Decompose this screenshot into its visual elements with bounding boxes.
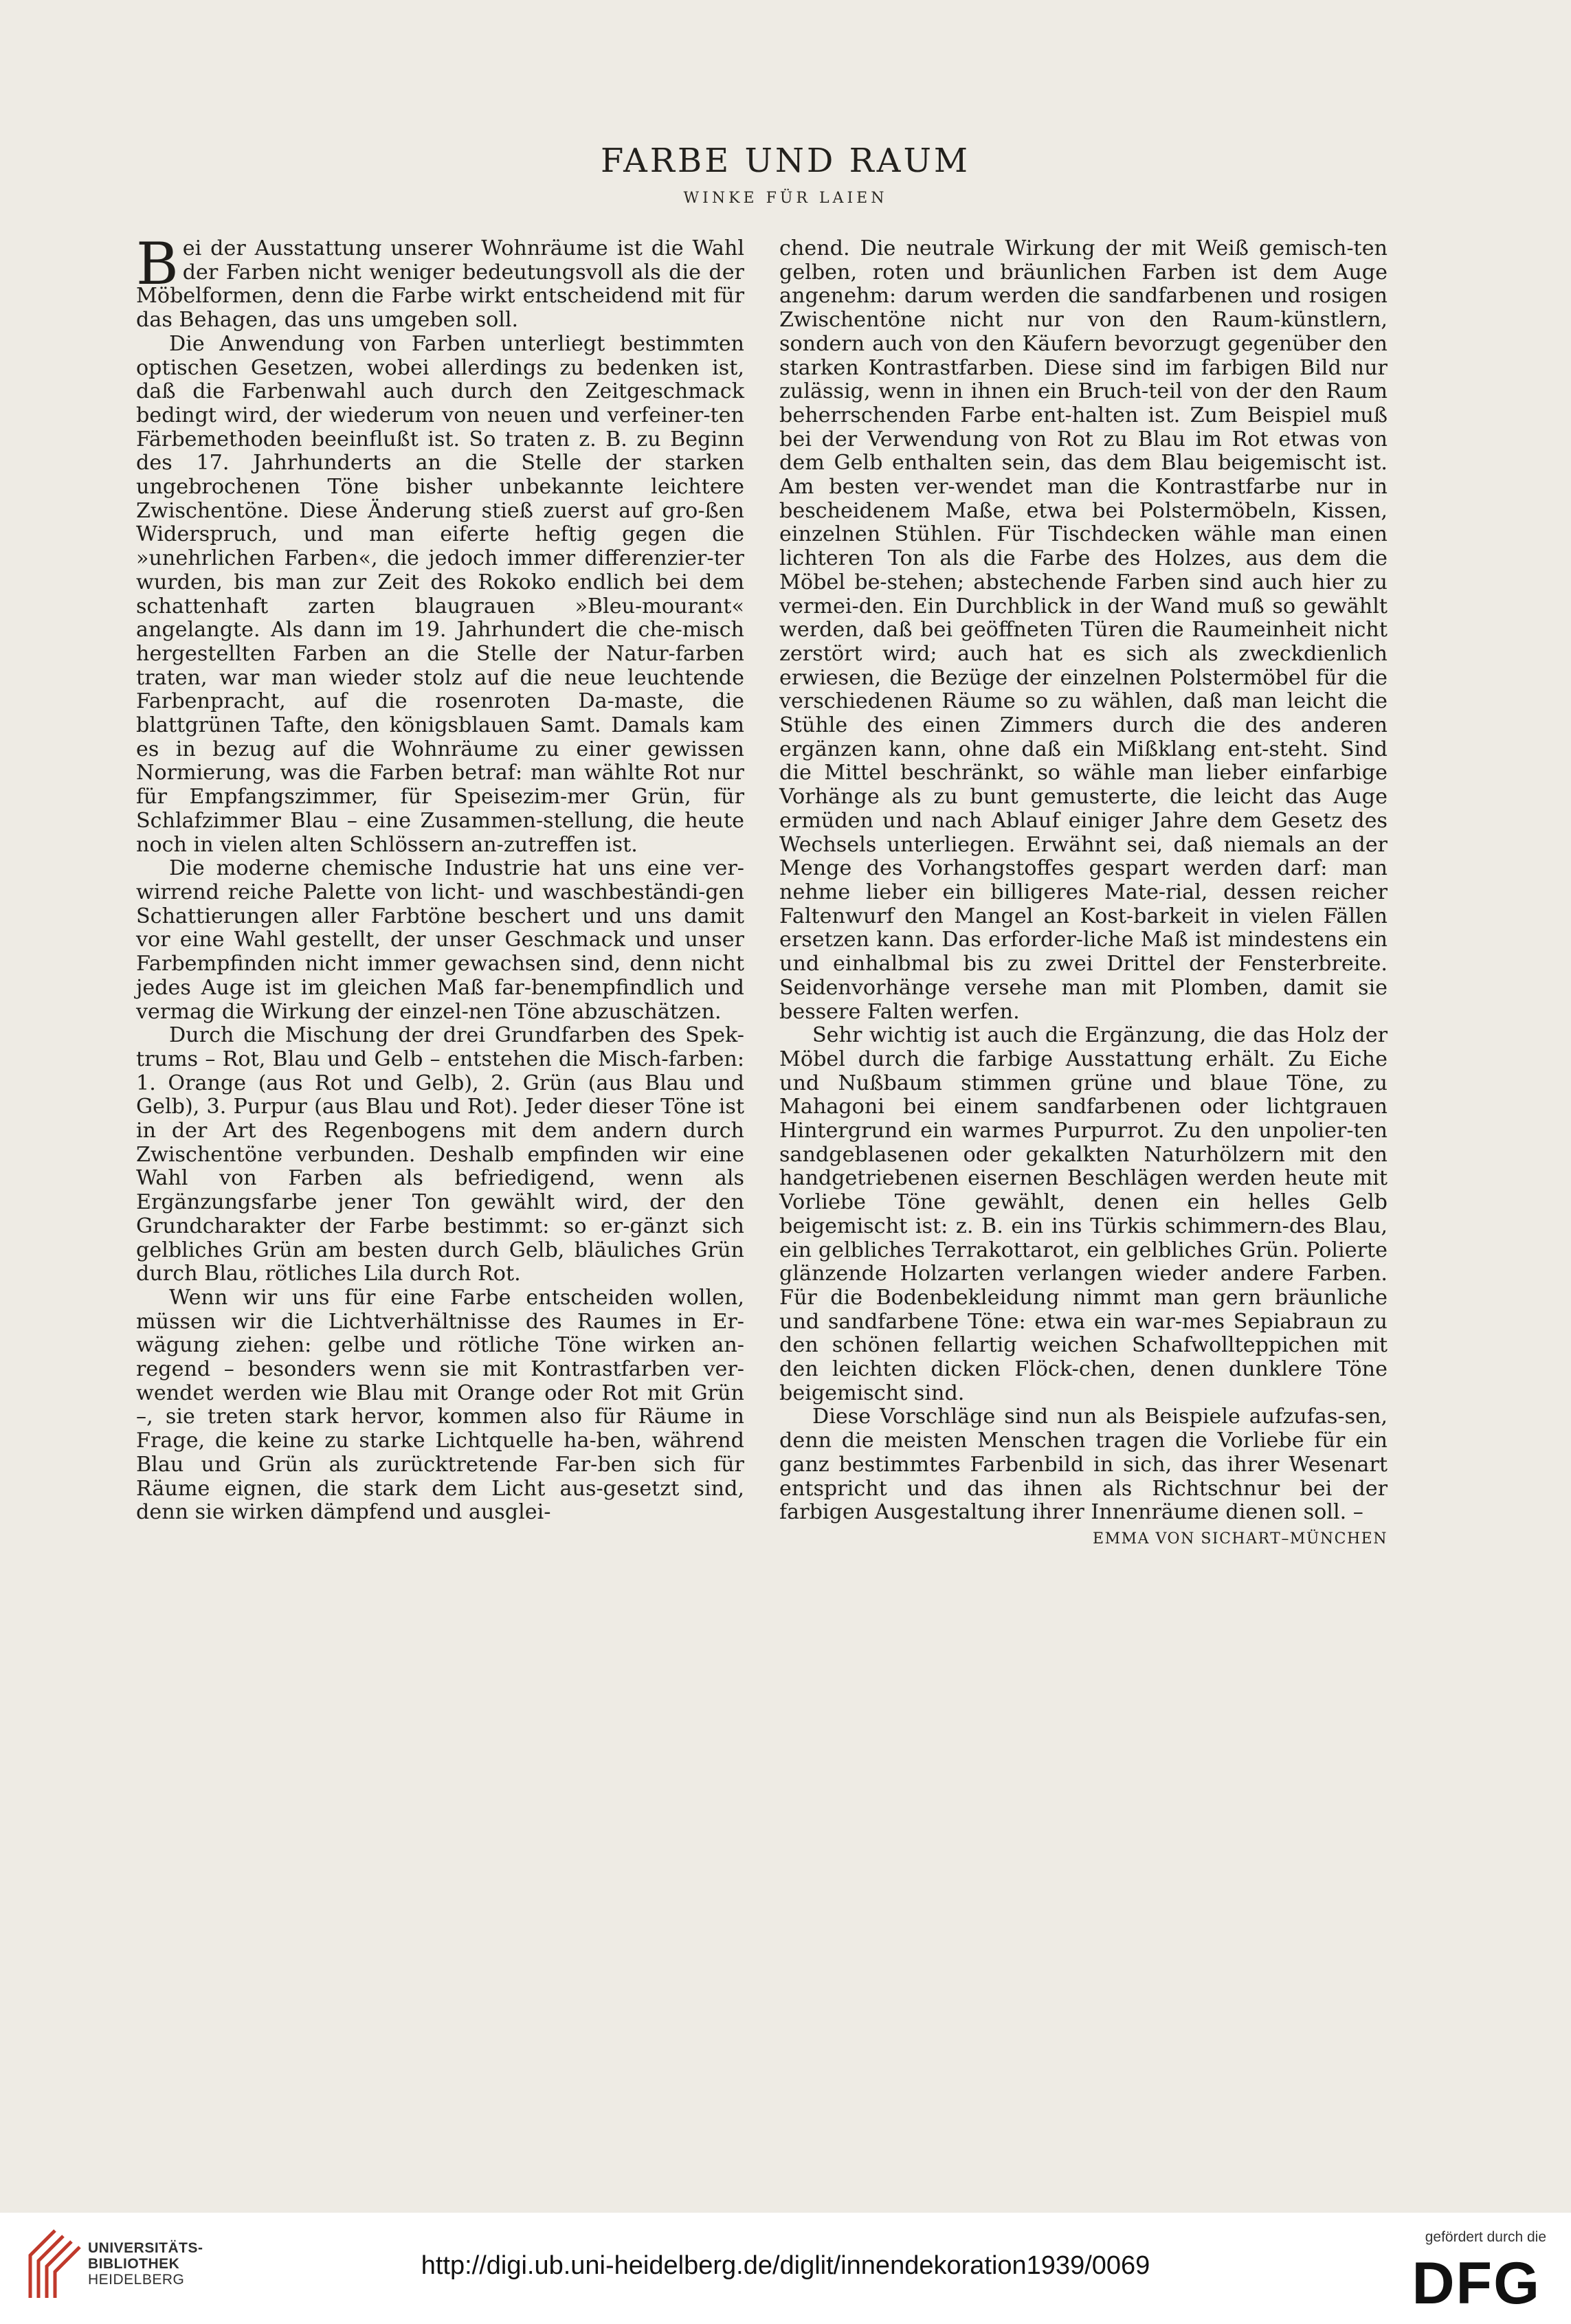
viewer-footer: [0, 2213, 1571, 2324]
paragraph: Durch die Mischung der drei Grundfarben des Spek-trums – Rot, Blau und Gelb – entstehen die Misch-farben: 1. Orange (aus Rot und Gelb), 2. Grün (aus Blau und Gelb), 3. Purpur (aus Blau und Rot). Jeder dieser Töne ist in der Art des Regenbogens mit dem andern durch Zwischentöne verbunden. Deshalb empfinden wir eine Wahl von Farben als befriedigend, wenn als Ergänzungsfarbe jener Ton gewählt wird, der den Grundcharakter der Farbe bestimmt: so er-gänzt sich gelbliches Grün am besten durch Gelb, bläuliches Grün durch Blau, rötliches Lila durch Rot.: [136, 1023, 744, 1286]
funding-caption: gefördert durch die: [1425, 2229, 1546, 2245]
left-column: [136, 230, 744, 1525]
library-name-line: BIBLIOTHEK: [88, 2256, 180, 2272]
author-signature: EMMA VON SICHART–MÜNCHEN: [1093, 1530, 1388, 1548]
paragraph: Die Anwendung von Farben unterliegt bestimmten optischen Gesetzen, wobei allerdings zu bedenken ist, daß die Farbenwahl auch durch den Zeitgeschmack bedingt wird, der wiederum von neuen und verfeiner-ten Färbemethoden beeinflußt ist. So traten z. B. zu Beginn des 17. Jahrhunderts an die Stelle der starken ungebrochenen Töne bisher unbekannte leichtere Zwischentöne. Diese Änderung stieß zuerst auf gro-ßen Widerspruch, und man eiferte heftig gegen die »unehrlichen Farben«, die jedoch immer differenzier-ter wurden, bis man zur Zeit des Rokoko endlich bei dem schattenhaft zarten blaugrauen »Bleu-mourant« angelangte. Als dann im 19. Jahrhundert die che-misch hergestellten Farben an die Stelle der Natur-farben traten, war man wieder stolz auf die neue leuchtende Farbenpracht, auf die rosenroten Da-maste, die blattgrünen Tafte, den königsblauen Samt. Damals kam es in bezug auf die Wohnräume zu einer gewissen Normierung, was die Farben betraf: man wählte Rot nur für Empfangszimmer, für Speisezim-mer Grün, für Schlafzimmer Blau – eine Zusammen-stellung, die heute noch in vielen alten Schlössern an-zutreffen ist.: [136, 331, 744, 857]
right-column: [779, 237, 1388, 1552]
paragraph: Die moderne chemische Industrie hat uns eine ver-wirrend reiche Palette von licht- und waschbeständi-gen Schattierungen aller Farbtöne beschert und uns damit vor eine Wahl gestellt, der unser Geschmack und unser Farbempfinden nicht immer gewachsen sind, denn nicht jedes Auge ist im gleichen Maß far-benempfindlich und vermag die Wirkung der einzel-nen Töne abzuschätzen.: [136, 856, 744, 1024]
drop-cap: B: [136, 230, 179, 298]
paragraph: Sehr wichtig ist auch die Ergänzung, die das Holz der Möbel durch die farbige Ausstattung erhält. Zu Eiche und Nußbaum stimmen grüne und blaue Töne, zu Mahagoni bei einem sandfarbenen oder lichtgrauen Hintergrund ein warmes Purpurrot. Zu den unpolier-ten sandgeblasenen oder gekalkten Naturhölzern mit den handgetriebenen eisernen Beschlägen werden heute mit Vorliebe Töne gewählt, denen ein helles Gelb beigemischt ist: z. B. ein ins Türkis schimmern-des Blau, ein gelbliches Terrakottarot, ein gelbliches Grün. Polierte glänzende Holzarten verlangen wieder andere Farben. Für die Bodenbekleidung nimmt man gern bräunliche und sandfarbene Töne: etwa ein war-mes Sepiabraun zu den schönen fellartig weichen Schafwollteppichen mit den leichten dicken Flöck-chen, denen dunklere Töne beigemischt sind.: [779, 1023, 1388, 1405]
paragraph-text: ei der Ausstattung unserer Wohnräume ist die Wahl der Farben nicht weniger bedeutungsvoll als die der Möbelformen, denn die Farbe wirkt entscheidend mit für das Behagen, das uns umgeben soll.: [136, 236, 744, 333]
paragraph: chend. Die neutrale Wirkung der mit Weiß gemisch-ten gelben, roten und bräunlichen Farben ist dem Auge angenehm: darum werden die sandfarbenen und rosigen Zwischentöne nicht nur von den Raum-künstlern, sondern auch von den Käufern bevorzugt gegenüber den starken Kontrastfarben. Diese sind im farbigen Bild nur zulässig, wenn in ihnen ein Bruch-teil von der den Raum beherrschenden Farbe ent-halten ist. Zum Beispiel muß bei der Verwendung von Rot zu Blau im Rot etwas von dem Gelb enthalten sein, das dem Blau beigemischt ist. Am besten ver-wendet man die Kontrastfarbe nur in bescheidenem Maße, etwa bei Polstermöbeln, Kissen, einzelnen Stühlen. Für Tischdecken wähle man einen lichteren Ton als die Farbe des Holzes, aus dem die Möbel be-stehen; abstechende Farben sind auch hier zu vermei-den. Ein Durchblick in der Wand muß so gewählt werden, daß bei geöffneten Türen die Raumeinheit nicht zerstört wird; auch hat es sich als zweckdienlich erwiesen, die Bezüge der einzelnen Polstermöbel für die verschiedenen Räume so zu wählen, daß man leicht die Stühle des einen Zimmers durch die des anderen ergänzen kann, ohne daß ein Mißklang ent-steht. Sind die Mittel beschränkt, so wähle man lieber einfarbige Vorhänge als zu bunt gemusterte, die leicht das Auge ermüden und nach Ablauf einiger Jahre dem Gesetz des Wechsels unterliegen. Erwähnt sei, daß niemals an der Menge des Vorhangstoffes gespart werden darf: man nehme lieber ein billigeres Mate-rial, dessen reicher Faltenwurf den Mangel an Kost-barkeit in vielen Fällen ersetzen kann. Das erforder-liche Maß ist mindestens ein und einhalbmal bis zu zwei Drittel der Fensterbreite. Seidenvorhänge versehe man mit Plomben, damit sie bessere Falten werfen.: [779, 236, 1388, 1024]
paragraph: [136, 230, 744, 333]
dfg-logo: DFG: [1412, 2250, 1541, 2316]
article-subtitle: WINKE FÜR LAIEN: [683, 190, 888, 207]
library-name-line: HEIDELBERG: [88, 2272, 185, 2288]
paragraph-text: Diese Vorschläge sind nun als Beispiele aufzufas-sen, denn die meisten Menschen tragen die Vorliebe für ein ganz bestimmtes Farbenbild in sich, das ihrer Wesenart entspricht und das ihnen als Richtschnur bei der farbigen Ausgestaltung ihrer Innenräume dienen soll. –: [779, 1405, 1388, 1525]
library-name-line: UNIVERSITÄTS-: [88, 2240, 203, 2256]
paragraph: [779, 1405, 1388, 1548]
article-title: FARBE UND RAUM: [600, 142, 971, 180]
paragraph: Wenn wir uns für eine Farbe entscheiden wollen, müssen wir die Lichtverhältnisse des Raumes in Er-wägung ziehen: gelbe und rötliche Töne wirken an-regend – besonders wenn sie mit Kontrastfarben ver-wendet werden wie Blau mit Orange oder Rot mit Grün –, sie treten stark hervor, kommen also für Räume in Frage, die keine zu starke Lichtquelle ha-ben, während Blau und Grün als zurücktretende Far-ben sich für Räume eignen, die stark dem Licht aus-gesetzt sind, denn sie wirken dämpfend und ausglei-: [136, 1285, 744, 1525]
permalink-url[interactable]: http://digi.ub.uni-heidelberg.de/diglit/innendekoration1939/0069: [421, 2251, 1150, 2280]
